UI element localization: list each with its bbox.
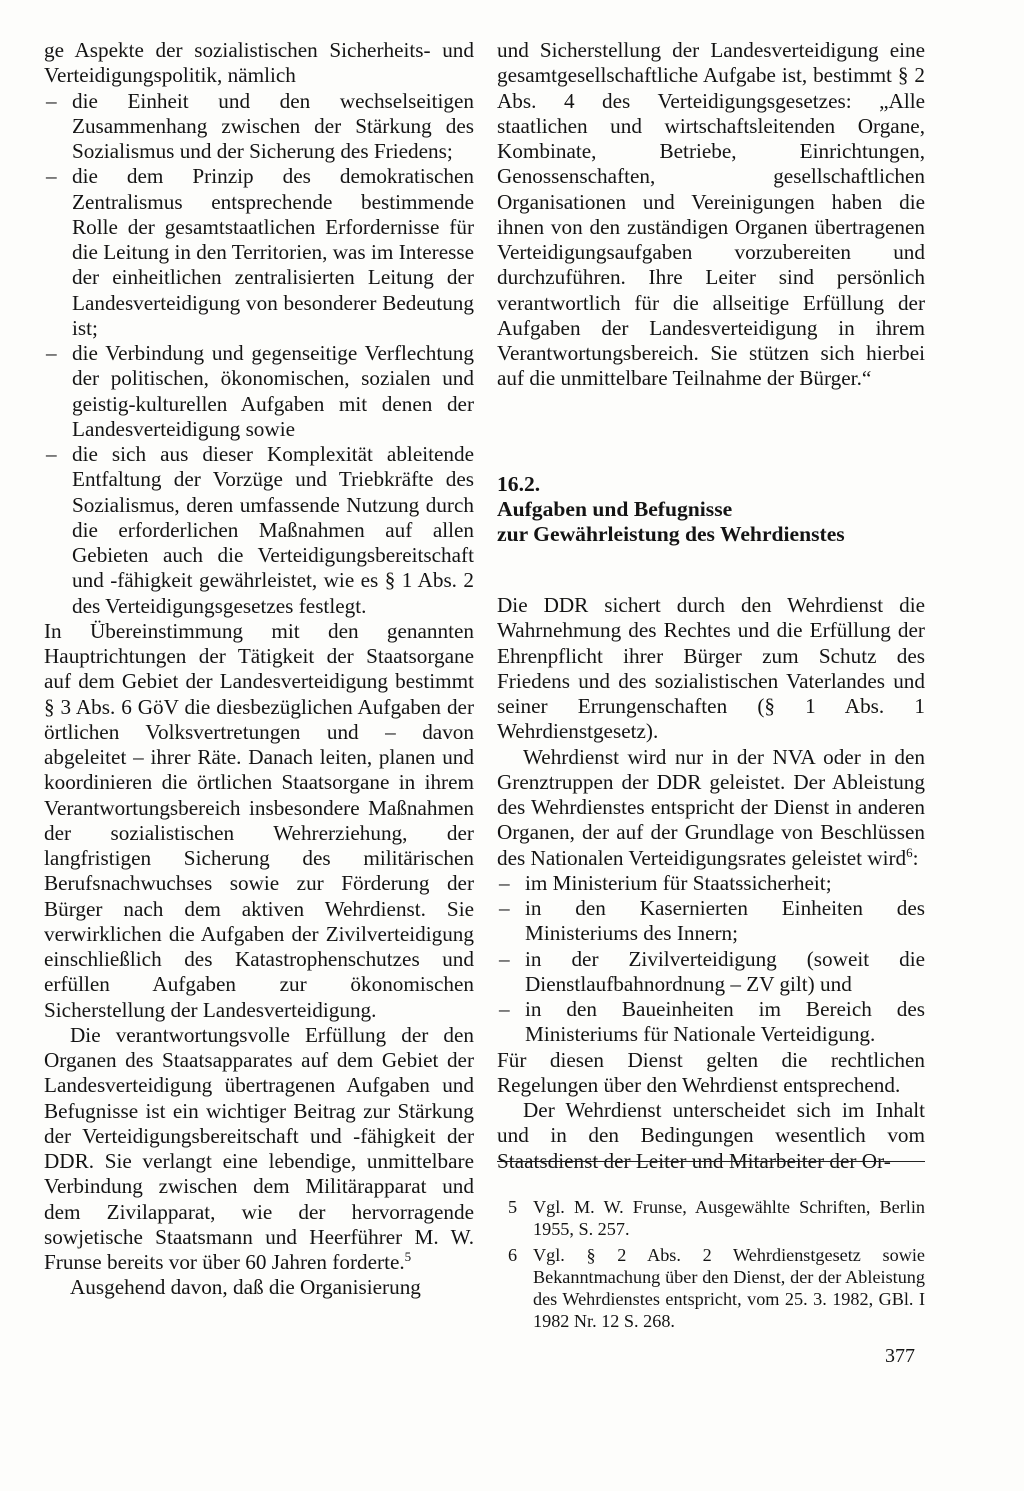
left-paragraph-2-text: Die verantwortungsvolle Erfüllung der den Organen des Staatsapparates auf dem Gebiet der Landesverteidigung übertragenen Aufgaben und Befugnisse ist ein wichtiger Beitrag zur Stärkung der Verteidigungsbereitschaft und -fähigkeit der DDR. Sie verlangt eine lebendige, unmittelbare Verbindung zwischen dem Militärapparat und dem Zivilapparat, wie der hervorragende sowjetische Staatsmann und Heerführer M. W. Frunse bereits vor über 60 Jahren forderte. [44,1022,474,1274]
left-dash-list [44,89,474,619]
footnote-text: Vgl. M. W. Frunse, Ausgewählte Schriften, Berlin 1955, S. 257. [533,1197,925,1239]
footnote-number: 5 [508,1197,518,1217]
footnote-6 [497,1244,925,1332]
right-dash-list [497,871,925,1048]
section-number: 16.2. [497,472,541,496]
list-item: – die sich aus dieser Komplexität ableitende Entfaltung der Vorzüge und Triebkräfte des Sozialismus, deren umfassende Nutzung durch die erforderlichen Maßnahmen auf allen Gebieten auch die Verteidigungsbereitschaft und -fähigkeit gewährleistet, wie es § 1 Abs. 2 des Verteidigungsgesetzes festlegt. [44,442,474,619]
list-item: – in den Kasernierten Einheiten des Ministeriums des Innern; [497,896,925,947]
list-item: – in der Zivilverteidigung (soweit die Dienstlaufbahnordnung – ZV gilt) und [497,947,925,998]
right-paragraph-1: und Sicherstellung der Landesverteidigung eine gesamtgesellschaftliche Aufgabe ist, bestimmt § 2 Abs. 4 des Verteidigungsgesetzes: „Alle staatlichen und wirtschaftsleitenden Organe, Kombinate, Betriebe, Einrichtungen, Genossenschaften, gesellschaftlichen Organisationen und Vereinigungen haben die ihnen von den zuständigen Organen übertragenen Verteidigungsaufgaben vorzubereiten und durchzuführen. Ihre Leiter sind persönlich verantwortlich für die allseitige Erfüllung der Aufgaben der Landesverteidigung in ihrem Verantwortungsbereich. Sie stützen sich hierbei auf die unmittelbare Teilnahme der Bürger.“ [497,38,925,391]
footnote-ref-5: 5 [404,1248,412,1264]
right-paragraph-5: Der Wehrdienst unterscheidet sich im Inhalt und in den Bedingungen wesentlich vom Staatsdienst der Leiter und Mitarbeiter der Or- [497,1098,925,1173]
footnote-5 [497,1196,925,1240]
left-paragraph-2 [44,1023,474,1276]
list-item: – die Einheit und den wechselseitigen Zusammenhang zwischen der Stärkung des Sozialismus und der Sicherung des Friedens; [44,89,474,165]
footnote-number: 6 [508,1245,518,1265]
footnote-divider [497,1161,925,1162]
section-title-line-1: Aufgaben und Befugnisse [497,497,733,521]
right-paragraph-2: Die DDR sichert durch den Wehrdienst die Wahrnehmung des Rechtes und die Erfüllung der Ehrenpflicht ihrer Bürger zum Schutz des Friedens und des sozialistischen Vaterlandes und seiner Errungenschaften (§ 1 Abs. 1 Wehrdienstgesetz). [497,593,925,744]
right-paragraph-3-colon: : [912,845,919,870]
section-title-line-2: zur Gewährleistung des Wehrdienstes [497,522,845,546]
footnote-ref-6: 6 [906,844,913,860]
left-column [44,38,474,1301]
list-item: – die Verbindung und gegenseitige Verflechtung der politischen, ökonomischen, sozialen und geistig-kulturellen Aufgaben mit denen der Landesverteidigung sowie [44,341,474,442]
list-item: – die dem Prinzip des demokratischen Zentralismus entsprechende bestimmende Rolle der gesamtstaatlichen Erfordernisse für die Leitung in den Territorien, was im Interesse der einheitlichen zentralisierten Leitung der Landesverteidigung von besonderer Bedeutung ist; [44,164,474,341]
right-column [497,38,925,392]
page-number: 377 [885,1345,915,1367]
left-paragraph-3: Ausgehend davon, daß die Organisierung [70,1275,421,1300]
section-heading [497,472,927,547]
left-intro-paragraph: ge Aspekte der sozialistischen Sicherheits- und Verteidigungspolitik, nämlich [44,38,474,88]
right-column-section-body [497,593,925,1174]
footnotes [497,1196,925,1336]
right-paragraph-3-text: Wehrdienst wird nur in der NVA oder in den Grenztruppen der DDR geleistet. Der Ableistung des Wehrdienstes entspricht der Dienst in anderen Organen, der auf der Grundlage von Beschlüssen des Nationalen Verteidigungsrates geleistet wird [497,744,925,870]
list-item: – in den Baueinheiten im Bereich des Ministeriums für Nationale Verteidigung. [497,997,925,1048]
right-paragraph-4: Für diesen Dienst gelten die rechtlichen Regelungen über den Wehrdienst entsprechend. [497,1047,925,1097]
footnote-text: Vgl. § 2 Abs. 2 Wehrdienstgesetz sowie Bekanntmachung über den Dienst, der der Ableistung des Wehrdienstes entspricht, vom 25. 3. 1982, GBl. I 1982 Nr. 12 S. 268. [533,1245,925,1331]
list-item: – im Ministerium für Staatssicherheit; [497,871,925,896]
left-paragraph-1: In Übereinstimmung mit den genannten Hauptrichtungen der Tätigkeit der Staatsorgane auf dem Gebiet der Landesverteidigung bestimmt § 3 Abs. 6 GöV die diesbezüglichen Aufgaben der örtlichen Volksvertretungen und – davon abgeleitet – ihrer Räte. Danach leiten, planen und koordinieren die örtlichen Staatsorgane in ihrem Verantwortungsbereich insbesondere Maßnahmen der sozialistischen Wehrerziehung, der langfristigen Sicherung des militärischen Berufsnachwuchses sowie zur Förderung der Bürger nach dem aktiven Wehrdienst. Sie verwirklichen die Aufgaben der Zivilverteidigung einschließlich des Katastrophenschutzes und erfüllen Aufgaben zur ökonomischen Sicherstellung der Landesverteidigung. [44,618,474,1022]
right-paragraph-3 [497,745,925,871]
